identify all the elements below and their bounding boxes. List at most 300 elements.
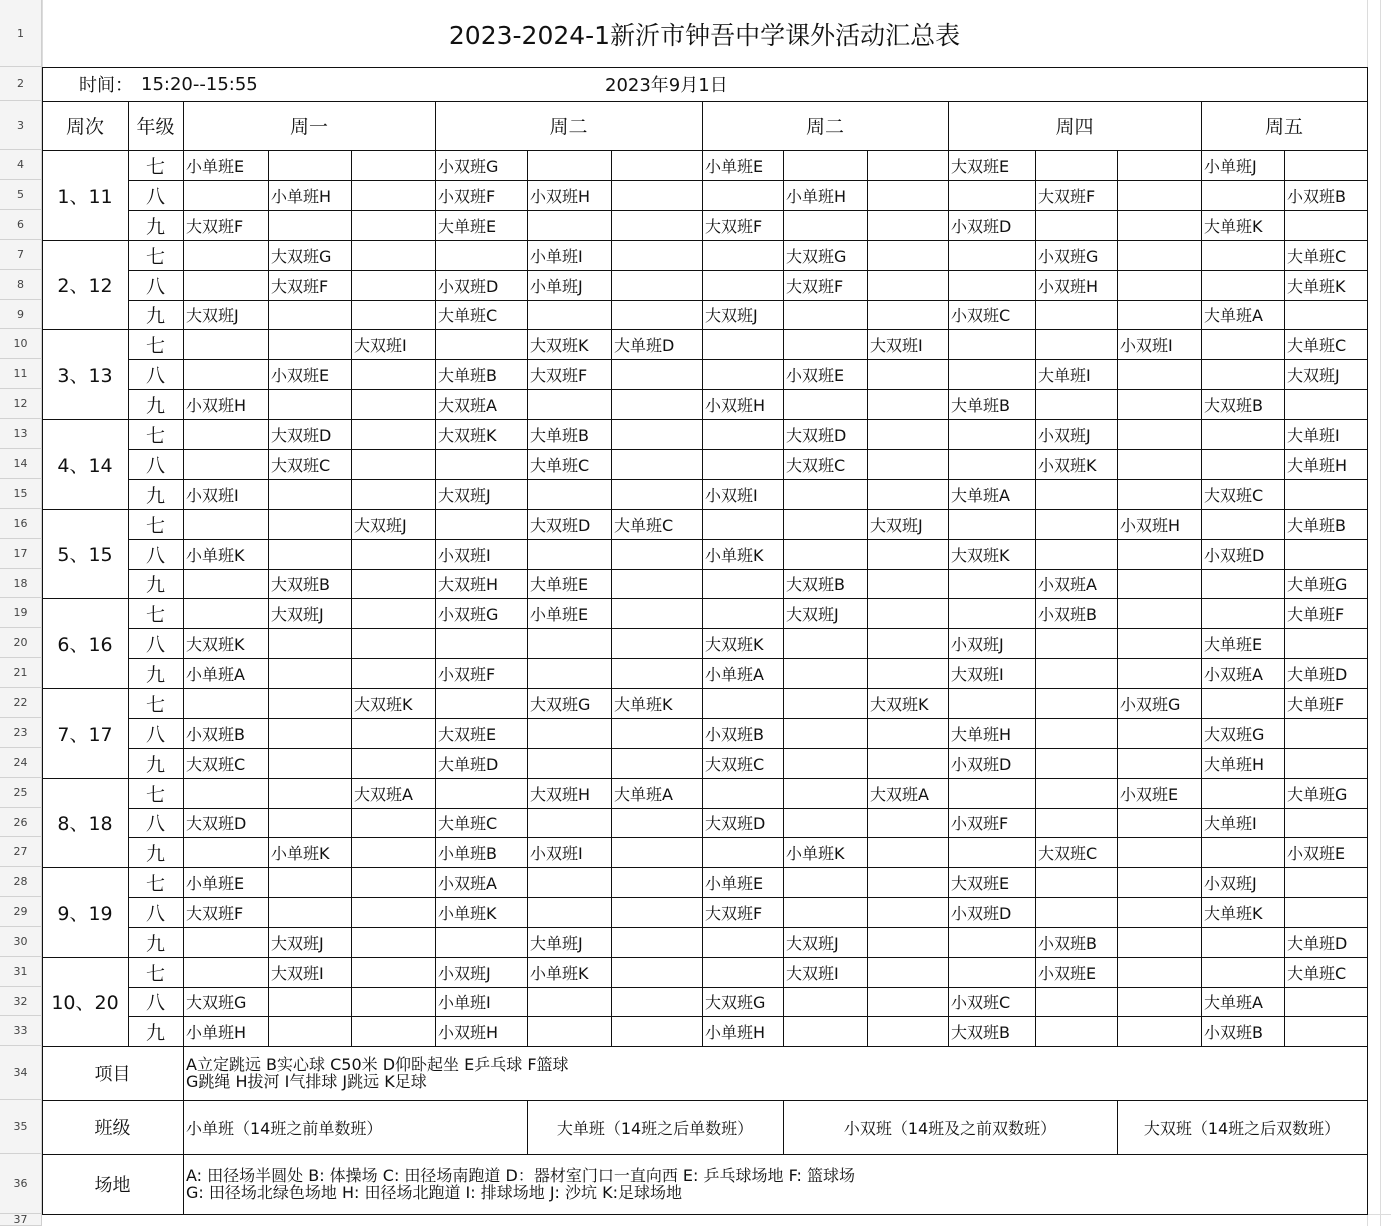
- schedule-cell[interactable]: 大双班F: [271, 276, 329, 296]
- schedule-cell[interactable]: 大双班J: [186, 306, 239, 325]
- schedule-cell[interactable]: [1284, 628, 1370, 658]
- row-header[interactable]: 33: [0, 1016, 42, 1046]
- schedule-cell[interactable]: [268, 628, 354, 658]
- schedule-cell[interactable]: 大双班C: [1038, 843, 1098, 863]
- schedule-cell[interactable]: [351, 867, 438, 897]
- schedule-cell[interactable]: [948, 449, 1038, 479]
- schedule-cell[interactable]: [611, 539, 705, 569]
- schedule-cell[interactable]: 小双班J: [438, 963, 491, 983]
- schedule-cell[interactable]: [435, 688, 530, 718]
- schedule-cell[interactable]: [527, 150, 614, 180]
- schedule-cell[interactable]: [351, 180, 438, 210]
- schedule-cell[interactable]: [351, 628, 438, 658]
- schedule-cell[interactable]: [527, 628, 614, 658]
- schedule-cell[interactable]: [1035, 389, 1120, 419]
- schedule-cell[interactable]: [1035, 688, 1120, 718]
- schedule-cell[interactable]: [268, 1016, 354, 1046]
- schedule-cell[interactable]: 小双班H: [186, 395, 247, 415]
- schedule-cell[interactable]: [527, 300, 614, 329]
- schedule-cell[interactable]: 大双班I: [786, 963, 839, 983]
- schedule-cell[interactable]: [435, 628, 530, 658]
- row-header[interactable]: 6: [0, 210, 42, 240]
- schedule-cell[interactable]: [1117, 927, 1204, 957]
- schedule-cell[interactable]: [351, 569, 438, 598]
- schedule-cell[interactable]: [702, 569, 786, 598]
- schedule-cell[interactable]: [1201, 569, 1287, 598]
- schedule-cell[interactable]: 大双班D: [186, 814, 247, 833]
- schedule-cell[interactable]: [1117, 987, 1204, 1016]
- schedule-cell[interactable]: [1201, 927, 1287, 957]
- schedule-cell[interactable]: [783, 539, 870, 569]
- schedule-cell[interactable]: [1035, 539, 1120, 569]
- schedule-cell[interactable]: [783, 748, 870, 778]
- schedule-cell[interactable]: 大单班B: [530, 425, 589, 445]
- schedule-cell[interactable]: 小单班I: [438, 993, 491, 1012]
- schedule-cell[interactable]: 小单班K: [705, 545, 764, 565]
- schedule-cell[interactable]: [702, 837, 786, 867]
- schedule-cell[interactable]: 大双班F: [530, 365, 588, 385]
- row-header[interactable]: 10: [0, 329, 42, 359]
- schedule-cell[interactable]: [1284, 300, 1370, 329]
- schedule-cell[interactable]: [1284, 897, 1370, 927]
- schedule-cell[interactable]: [867, 240, 951, 270]
- schedule-cell[interactable]: [948, 240, 1038, 270]
- schedule-cell[interactable]: [867, 957, 951, 987]
- schedule-cell[interactable]: [268, 718, 354, 748]
- schedule-cell[interactable]: 大单班B: [951, 395, 1010, 415]
- schedule-cell[interactable]: 大双班E: [951, 873, 1010, 893]
- schedule-cell[interactable]: [268, 539, 354, 569]
- schedule-cell[interactable]: [783, 658, 870, 688]
- schedule-cell[interactable]: [183, 419, 271, 449]
- schedule-cell[interactable]: 小双班B: [1287, 186, 1346, 206]
- schedule-cell[interactable]: [351, 748, 438, 778]
- schedule-cell[interactable]: 大双班E: [438, 724, 497, 744]
- schedule-cell[interactable]: 小双班H: [438, 1022, 499, 1042]
- schedule-cell[interactable]: 大双班D: [786, 425, 847, 445]
- schedule-cell[interactable]: [948, 957, 1038, 987]
- schedule-cell[interactable]: [611, 628, 705, 658]
- schedule-cell[interactable]: [1035, 210, 1120, 240]
- schedule-cell[interactable]: [702, 778, 786, 808]
- schedule-cell[interactable]: 大双班J: [354, 515, 407, 535]
- row-header[interactable]: 1: [0, 0, 42, 67]
- schedule-cell[interactable]: 大单班C: [438, 814, 498, 833]
- schedule-cell[interactable]: [1284, 479, 1370, 509]
- schedule-cell[interactable]: 大双班J: [1287, 365, 1340, 385]
- schedule-cell[interactable]: [351, 539, 438, 569]
- schedule-cell[interactable]: [1117, 957, 1204, 987]
- schedule-cell[interactable]: 大单班I: [1204, 814, 1257, 833]
- schedule-cell[interactable]: 大单班A: [1204, 306, 1263, 325]
- schedule-cell[interactable]: 大双班J: [271, 933, 324, 953]
- schedule-cell[interactable]: 大双班I: [870, 335, 923, 355]
- schedule-cell[interactable]: 小双班A: [1038, 575, 1097, 594]
- schedule-cell[interactable]: [435, 509, 530, 539]
- schedule-cell[interactable]: 大双班J: [786, 933, 839, 953]
- schedule-cell[interactable]: 小单班H: [705, 1022, 766, 1042]
- schedule-cell[interactable]: [611, 957, 705, 987]
- schedule-cell[interactable]: [183, 329, 271, 359]
- schedule-cell[interactable]: 大单班D: [1287, 933, 1348, 953]
- schedule-cell[interactable]: [783, 867, 870, 897]
- schedule-cell[interactable]: 大双班B: [1204, 395, 1263, 415]
- schedule-cell[interactable]: [783, 718, 870, 748]
- schedule-cell[interactable]: [268, 300, 354, 329]
- schedule-cell[interactable]: [1117, 359, 1204, 389]
- schedule-cell[interactable]: 小双班G: [438, 156, 499, 176]
- schedule-cell[interactable]: [611, 598, 705, 628]
- schedule-cell[interactable]: [1201, 240, 1287, 270]
- schedule-cell[interactable]: [1117, 180, 1204, 210]
- schedule-cell[interactable]: [702, 688, 786, 718]
- schedule-cell[interactable]: [867, 419, 951, 449]
- schedule-cell[interactable]: [1035, 300, 1120, 329]
- schedule-cell[interactable]: 小单班A: [705, 664, 764, 684]
- schedule-cell[interactable]: 小双班I: [530, 843, 583, 863]
- schedule-cell[interactable]: [1117, 598, 1204, 628]
- schedule-cell[interactable]: [867, 897, 951, 927]
- schedule-cell[interactable]: [1284, 389, 1370, 419]
- schedule-cell[interactable]: 大单班I: [1287, 425, 1340, 445]
- schedule-cell[interactable]: 小双班C: [951, 306, 1011, 325]
- row-header[interactable]: 5: [0, 180, 42, 210]
- schedule-cell[interactable]: [702, 598, 786, 628]
- schedule-cell[interactable]: 大单班A: [951, 485, 1010, 505]
- schedule-cell[interactable]: [527, 867, 614, 897]
- row-header[interactable]: 18: [0, 569, 42, 598]
- schedule-cell[interactable]: 大单班F: [1287, 604, 1345, 624]
- schedule-cell[interactable]: 小双班D: [951, 216, 1012, 236]
- schedule-cell[interactable]: [1201, 509, 1287, 539]
- schedule-cell[interactable]: [435, 329, 530, 359]
- schedule-cell[interactable]: [351, 927, 438, 957]
- schedule-cell[interactable]: [1117, 897, 1204, 927]
- schedule-cell[interactable]: [1201, 180, 1287, 210]
- schedule-cell[interactable]: 大双班G: [530, 694, 591, 714]
- schedule-cell[interactable]: [611, 808, 705, 837]
- schedule-cell[interactable]: 小双班K: [1038, 455, 1097, 475]
- schedule-cell[interactable]: [527, 389, 614, 419]
- schedule-cell[interactable]: 大单班D: [1287, 664, 1348, 684]
- schedule-cell[interactable]: [527, 808, 614, 837]
- row-header[interactable]: 29: [0, 897, 42, 927]
- schedule-cell[interactable]: 小单班K: [530, 963, 589, 983]
- schedule-cell[interactable]: [867, 449, 951, 479]
- schedule-cell[interactable]: [702, 240, 786, 270]
- schedule-cell[interactable]: [867, 598, 951, 628]
- schedule-cell[interactable]: [1035, 329, 1120, 359]
- schedule-cell[interactable]: 大双班B: [271, 575, 330, 594]
- schedule-cell[interactable]: 大双班G: [1204, 724, 1265, 744]
- schedule-cell[interactable]: [351, 897, 438, 927]
- schedule-cell[interactable]: 大双班H: [438, 575, 499, 594]
- schedule-cell[interactable]: 大单班D: [614, 335, 675, 355]
- schedule-cell[interactable]: 小双班B: [705, 724, 764, 744]
- schedule-cell[interactable]: 小双班I: [186, 485, 239, 505]
- schedule-cell[interactable]: 大双班A: [870, 784, 929, 804]
- schedule-cell[interactable]: 大双班G: [705, 993, 766, 1012]
- schedule-cell[interactable]: 小双班F: [438, 186, 496, 206]
- schedule-cell[interactable]: [1035, 150, 1120, 180]
- schedule-cell[interactable]: 大双班C: [786, 455, 846, 475]
- schedule-cell[interactable]: 小双班E: [1287, 843, 1346, 863]
- schedule-cell[interactable]: [1035, 628, 1120, 658]
- schedule-cell[interactable]: [183, 270, 271, 300]
- schedule-cell[interactable]: [527, 658, 614, 688]
- schedule-cell[interactable]: [702, 957, 786, 987]
- schedule-cell[interactable]: [867, 658, 951, 688]
- schedule-cell[interactable]: [867, 180, 951, 210]
- row-header[interactable]: 36: [0, 1154, 42, 1214]
- schedule-cell[interactable]: [611, 479, 705, 509]
- schedule-cell[interactable]: 小单班E: [705, 873, 764, 893]
- schedule-cell[interactable]: [1117, 808, 1204, 837]
- schedule-cell[interactable]: [1284, 718, 1370, 748]
- schedule-cell[interactable]: 大双班H: [530, 784, 591, 804]
- schedule-cell[interactable]: [1201, 270, 1287, 300]
- schedule-cell[interactable]: [1117, 449, 1204, 479]
- schedule-cell[interactable]: 大双班D: [705, 814, 766, 833]
- schedule-cell[interactable]: [1117, 419, 1204, 449]
- row-header[interactable]: 17: [0, 539, 42, 569]
- schedule-cell[interactable]: [351, 1016, 438, 1046]
- schedule-cell[interactable]: [783, 1016, 870, 1046]
- schedule-cell[interactable]: 大单班B: [1287, 515, 1346, 535]
- schedule-cell[interactable]: 小双班B: [1038, 604, 1097, 624]
- schedule-cell[interactable]: [948, 778, 1038, 808]
- schedule-cell[interactable]: 大双班F: [705, 903, 763, 923]
- schedule-cell[interactable]: [1117, 748, 1204, 778]
- schedule-cell[interactable]: 大单班E: [530, 575, 589, 594]
- row-header[interactable]: 3: [0, 101, 42, 150]
- schedule-cell[interactable]: [611, 837, 705, 867]
- schedule-cell[interactable]: [1117, 718, 1204, 748]
- schedule-cell[interactable]: [611, 449, 705, 479]
- schedule-cell[interactable]: [268, 329, 354, 359]
- row-header[interactable]: 13: [0, 419, 42, 449]
- schedule-cell[interactable]: 小双班B: [186, 724, 245, 744]
- schedule-cell[interactable]: [867, 837, 951, 867]
- schedule-cell[interactable]: [268, 479, 354, 509]
- schedule-cell[interactable]: 大双班F: [705, 216, 763, 236]
- schedule-cell[interactable]: [183, 569, 271, 598]
- schedule-cell[interactable]: [1035, 509, 1120, 539]
- schedule-cell[interactable]: 小双班J: [1204, 873, 1257, 893]
- schedule-cell[interactable]: [351, 240, 438, 270]
- schedule-cell[interactable]: 小双班I: [438, 545, 491, 565]
- schedule-cell[interactable]: 小双班F: [951, 814, 1009, 833]
- schedule-cell[interactable]: [1201, 329, 1287, 359]
- schedule-cell[interactable]: 大单班C: [438, 306, 498, 325]
- schedule-cell[interactable]: 大双班B: [786, 575, 845, 594]
- schedule-cell[interactable]: [351, 808, 438, 837]
- schedule-cell[interactable]: 小单班H: [786, 186, 847, 206]
- schedule-cell[interactable]: 大单班B: [438, 365, 497, 385]
- schedule-cell[interactable]: 小单班H: [186, 1022, 247, 1042]
- schedule-cell[interactable]: 小双班G: [438, 604, 499, 624]
- schedule-cell[interactable]: [867, 628, 951, 658]
- row-header[interactable]: 31: [0, 957, 42, 987]
- schedule-cell[interactable]: [867, 479, 951, 509]
- row-header[interactable]: 15: [0, 479, 42, 509]
- schedule-cell[interactable]: [1035, 1016, 1120, 1046]
- schedule-cell[interactable]: [948, 688, 1038, 718]
- schedule-cell[interactable]: 小单班A: [186, 664, 245, 684]
- schedule-cell[interactable]: [702, 359, 786, 389]
- schedule-cell[interactable]: 小双班G: [1120, 694, 1181, 714]
- schedule-cell[interactable]: 小单班J: [530, 276, 583, 296]
- schedule-cell[interactable]: [1117, 1016, 1204, 1046]
- schedule-cell[interactable]: [1035, 658, 1120, 688]
- schedule-cell[interactable]: [783, 329, 870, 359]
- schedule-cell[interactable]: [1035, 867, 1120, 897]
- schedule-cell[interactable]: 小单班K: [186, 545, 245, 565]
- schedule-cell[interactable]: [611, 180, 705, 210]
- schedule-cell[interactable]: 大单班A: [614, 784, 673, 804]
- schedule-cell[interactable]: [1035, 897, 1120, 927]
- schedule-cell[interactable]: 大双班G: [271, 246, 332, 266]
- schedule-cell[interactable]: 大单班I: [1038, 365, 1091, 385]
- schedule-cell[interactable]: [527, 210, 614, 240]
- schedule-cell[interactable]: [1117, 479, 1204, 509]
- schedule-cell[interactable]: [948, 837, 1038, 867]
- schedule-cell[interactable]: [867, 270, 951, 300]
- schedule-cell[interactable]: [1284, 1016, 1370, 1046]
- schedule-cell[interactable]: [527, 987, 614, 1016]
- schedule-cell[interactable]: [268, 778, 354, 808]
- schedule-cell[interactable]: [1201, 778, 1287, 808]
- row-header[interactable]: 11: [0, 359, 42, 389]
- schedule-cell[interactable]: [611, 359, 705, 389]
- schedule-cell[interactable]: [1117, 658, 1204, 688]
- schedule-cell[interactable]: [1035, 778, 1120, 808]
- row-header[interactable]: 34: [0, 1046, 42, 1100]
- row-header[interactable]: 9: [0, 300, 42, 329]
- schedule-cell[interactable]: 小双班I: [705, 485, 758, 505]
- schedule-cell[interactable]: [611, 658, 705, 688]
- schedule-cell[interactable]: [351, 957, 438, 987]
- schedule-cell[interactable]: [527, 539, 614, 569]
- schedule-cell[interactable]: 大双班C: [705, 754, 765, 774]
- schedule-cell[interactable]: [183, 957, 271, 987]
- schedule-cell[interactable]: 大双班B: [951, 1022, 1010, 1042]
- schedule-cell[interactable]: 大双班F: [186, 903, 244, 923]
- schedule-cell[interactable]: [435, 240, 530, 270]
- schedule-cell[interactable]: 大单班K: [1204, 903, 1263, 923]
- schedule-cell[interactable]: [611, 210, 705, 240]
- schedule-cell[interactable]: [351, 210, 438, 240]
- schedule-cell[interactable]: 小双班H: [530, 186, 591, 206]
- schedule-cell[interactable]: [702, 509, 786, 539]
- schedule-cell[interactable]: [351, 987, 438, 1016]
- schedule-cell[interactable]: [867, 300, 951, 329]
- schedule-cell[interactable]: [1201, 359, 1287, 389]
- schedule-cell[interactable]: [351, 150, 438, 180]
- schedule-cell[interactable]: [1284, 150, 1370, 180]
- schedule-cell[interactable]: [183, 180, 271, 210]
- row-header[interactable]: 4: [0, 150, 42, 180]
- schedule-cell[interactable]: [948, 927, 1038, 957]
- schedule-cell[interactable]: [1117, 539, 1204, 569]
- schedule-cell[interactable]: [948, 509, 1038, 539]
- schedule-cell[interactable]: 大双班F: [1038, 186, 1096, 206]
- schedule-cell[interactable]: 小双班H: [1038, 276, 1099, 296]
- schedule-cell[interactable]: [183, 598, 271, 628]
- schedule-cell[interactable]: [611, 150, 705, 180]
- schedule-cell[interactable]: [783, 300, 870, 329]
- schedule-cell[interactable]: 小双班D: [951, 903, 1012, 923]
- schedule-cell[interactable]: 小双班E: [1038, 963, 1097, 983]
- schedule-cell[interactable]: [527, 897, 614, 927]
- schedule-cell[interactable]: 大双班K: [705, 634, 764, 654]
- schedule-cell[interactable]: 小双班J: [1038, 425, 1091, 445]
- schedule-cell[interactable]: [351, 837, 438, 867]
- schedule-cell[interactable]: [268, 808, 354, 837]
- schedule-cell[interactable]: [1117, 300, 1204, 329]
- schedule-cell[interactable]: [867, 210, 951, 240]
- schedule-cell[interactable]: [948, 359, 1038, 389]
- schedule-cell[interactable]: 小双班B: [1204, 1022, 1263, 1042]
- schedule-cell[interactable]: [268, 658, 354, 688]
- schedule-cell[interactable]: [1201, 957, 1287, 987]
- schedule-cell[interactable]: [611, 270, 705, 300]
- schedule-cell[interactable]: [1117, 210, 1204, 240]
- schedule-cell[interactable]: [783, 210, 870, 240]
- schedule-cell[interactable]: 大双班C: [186, 754, 246, 774]
- schedule-cell[interactable]: [611, 419, 705, 449]
- schedule-cell[interactable]: [527, 748, 614, 778]
- schedule-cell[interactable]: [351, 658, 438, 688]
- schedule-cell[interactable]: [1284, 867, 1370, 897]
- schedule-cell[interactable]: [783, 150, 870, 180]
- schedule-cell[interactable]: [1201, 837, 1287, 867]
- schedule-cell[interactable]: [435, 778, 530, 808]
- schedule-cell[interactable]: [611, 300, 705, 329]
- schedule-cell[interactable]: [1035, 718, 1120, 748]
- schedule-cell[interactable]: [268, 867, 354, 897]
- schedule-cell[interactable]: 小双班H: [1120, 515, 1181, 535]
- schedule-cell[interactable]: 大双班C: [1204, 485, 1264, 505]
- schedule-cell[interactable]: 大单班K: [1287, 276, 1346, 296]
- schedule-cell[interactable]: [183, 688, 271, 718]
- schedule-cell[interactable]: [351, 479, 438, 509]
- schedule-cell[interactable]: [1201, 688, 1287, 718]
- schedule-cell[interactable]: [867, 867, 951, 897]
- schedule-cell[interactable]: 小双班G: [1038, 246, 1099, 266]
- schedule-cell[interactable]: [702, 449, 786, 479]
- schedule-cell[interactable]: 小单班I: [530, 246, 583, 266]
- schedule-cell[interactable]: 大双班F: [186, 216, 244, 236]
- row-header[interactable]: 21: [0, 658, 42, 688]
- schedule-cell[interactable]: [435, 449, 530, 479]
- schedule-cell[interactable]: [268, 987, 354, 1016]
- schedule-cell[interactable]: [351, 359, 438, 389]
- schedule-cell[interactable]: [183, 359, 271, 389]
- schedule-cell[interactable]: [702, 329, 786, 359]
- schedule-cell[interactable]: 小单班K: [438, 903, 497, 923]
- schedule-cell[interactable]: [268, 897, 354, 927]
- schedule-cell[interactable]: 小双班D: [438, 276, 499, 296]
- schedule-cell[interactable]: [527, 1016, 614, 1046]
- row-header[interactable]: 12: [0, 389, 42, 419]
- row-header[interactable]: 8: [0, 270, 42, 300]
- schedule-cell[interactable]: [948, 569, 1038, 598]
- row-header[interactable]: 27: [0, 837, 42, 867]
- schedule-cell[interactable]: 大单班G: [1287, 575, 1348, 594]
- row-header[interactable]: 23: [0, 718, 42, 748]
- schedule-cell[interactable]: 大双班A: [438, 395, 497, 415]
